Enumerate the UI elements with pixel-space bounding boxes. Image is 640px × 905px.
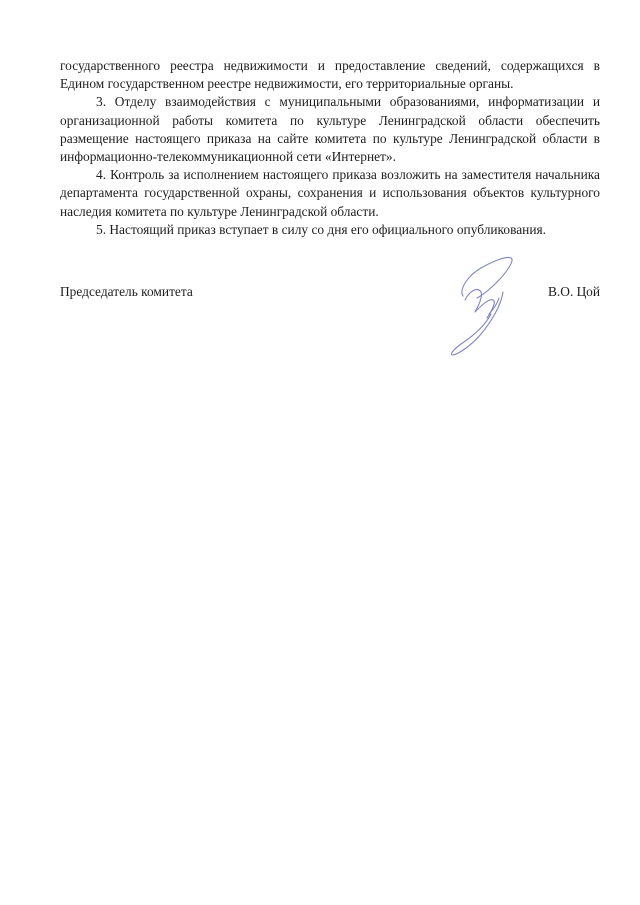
paragraph-continuation: государственного реестра недвижимости и предоставление сведений, содержащихся в Едином государственном реестре недвижимости, его территориальные органы.	[60, 58, 600, 92]
paragraph-item-3: 3. Отделу взаимодействия с муниципальными образованиями, информатизации и организационной работы комитета по культуре Ленинградской области обеспечить размещение настоящего приказа на сайте комитета по культуре Ленинградской области в информационно-телекоммуникационной сети «Интернет».	[60, 94, 600, 165]
document-body	[60, 57, 600, 239]
signatory-title: Председатель комитета	[60, 284, 193, 299]
paragraph-item-5: 5. Настоящий приказ вступает в силу со дня его официального опубликования.	[96, 221, 546, 237]
signatory-name: В.О. Цой	[548, 284, 600, 299]
handwritten-signature-icon	[445, 252, 525, 357]
paragraph-item-4: 4. Контроль за исполнением настоящего приказа возложить на заместителя начальника департамента государственной охраны, сохранения и использования объектов культурного наследия комитета по культуре Ленинградской области.	[60, 167, 600, 219]
